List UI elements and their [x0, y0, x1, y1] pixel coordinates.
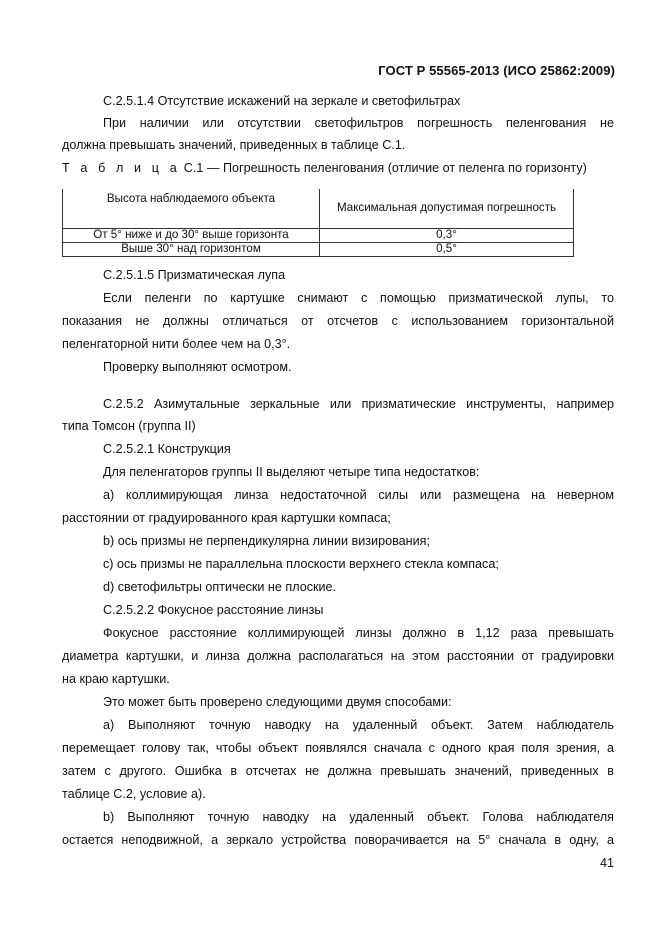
- paragraph-line: типа Томсон (группа II): [62, 419, 196, 433]
- standard-header: ГОСТ Р 55565-2013 (ИСО 25862:2009): [378, 63, 615, 78]
- section-c2522-heading: С.2.5.2.2 Фокусное расстояние линзы: [103, 603, 324, 617]
- paragraph-line: Для пеленгаторов группы II выделяют четыре типа недостатков:: [103, 465, 480, 479]
- section-c2515-heading: С.2.5.1.5 Призматическая лупа: [103, 268, 286, 282]
- column-header-max-error: Максимальная допустимая погрешность: [320, 189, 574, 229]
- paragraph-line: должна превышать значений, приведенных в таблице С.1.: [62, 138, 406, 152]
- paragraph-line: показания не должны отличаться от отсчетов с использованием горизонтальной: [62, 314, 614, 328]
- paragraph-line: таблице С.2, условие а).: [62, 787, 206, 801]
- section-c2514-heading: С.2.5.1.4 Отсутствие искажений на зеркале и светофильтрах: [103, 94, 461, 108]
- column-header-height: Высота наблюдаемого объекта: [63, 189, 320, 229]
- table-cell-height: От 5° ниже и до 30° выше горизонта: [63, 229, 320, 243]
- paragraph-line: Если пеленги по картушке снимают с помощью призматической лупы, то: [103, 291, 614, 305]
- table-cell-error: 0,3°: [320, 229, 574, 243]
- paragraph-line: При наличии или отсутствии светофильтров погрешность пеленгования не: [103, 116, 614, 130]
- paragraph-line: перемещает голову так, чтобы объект появлялся сначала с одного края поля зрения, а: [62, 741, 614, 755]
- table-caption-prefix: Т а б л и ц а: [62, 161, 181, 175]
- list-item: d) светофильтры оптически не плоские.: [103, 580, 337, 594]
- paragraph-line: Это может быть проверено следующими двумя способами:: [103, 695, 452, 709]
- paragraph-line: остается неподвижной, а зеркало устройства поворачивается на 5° сначала в одну, а: [62, 833, 614, 847]
- list-item: b) ось призмы не перпендикулярна линии визирования;: [103, 534, 430, 548]
- table-header-row: [63, 189, 574, 229]
- paragraph-line: Проверку выполняют осмотром.: [103, 360, 292, 374]
- section-c2521-heading: С.2.5.2.1 Конструкция: [103, 442, 231, 456]
- table-row: [63, 229, 574, 243]
- paragraph-line: затем с другого. Ошибка в отсчетах не должна превышать значений, приведенных в: [62, 764, 614, 778]
- table-cell-height: Выше 30° над горизонтом: [63, 243, 320, 257]
- bearing-error-table: [62, 189, 574, 257]
- list-item-continuation: расстоянии от градуированного края картушки компаса;: [62, 511, 391, 525]
- list-item: a) коллимирующая линза недостаточной силы или размещена на неверном: [103, 488, 614, 502]
- paragraph-line: пеленгаторной нити более чем на 0,3°.: [62, 337, 291, 351]
- table-row: [63, 243, 574, 257]
- list-item: c) ось призмы не параллельна плоскости верхнего стекла компаса;: [103, 557, 499, 571]
- paragraph-line: Фокусное расстояние коллимирующей линзы должно в 1,12 раза превышать: [103, 626, 614, 640]
- page-number: 41: [599, 856, 614, 870]
- paragraph-line: на краю картушки.: [62, 672, 170, 686]
- table-caption-text: С.1 — Погрешность пеленгования (отличие от пеленга по горизонту): [180, 161, 587, 175]
- section-c252-heading: С.2.5.2 Азимутальные зеркальные или призматические инструменты, например: [103, 397, 614, 411]
- paragraph-line: а) Выполняют точную наводку на удаленный объект. Затем наблюдатель: [103, 718, 614, 732]
- table-caption: [62, 157, 587, 179]
- table-cell-error: 0,5°: [320, 243, 574, 257]
- paragraph-line: b) Выполняют точную наводку на удаленный объект. Голова наблюдателя: [103, 810, 614, 824]
- paragraph-line: диаметра картушки, и линза должна располагаться на этом расстоянии от градуировки: [62, 649, 614, 663]
